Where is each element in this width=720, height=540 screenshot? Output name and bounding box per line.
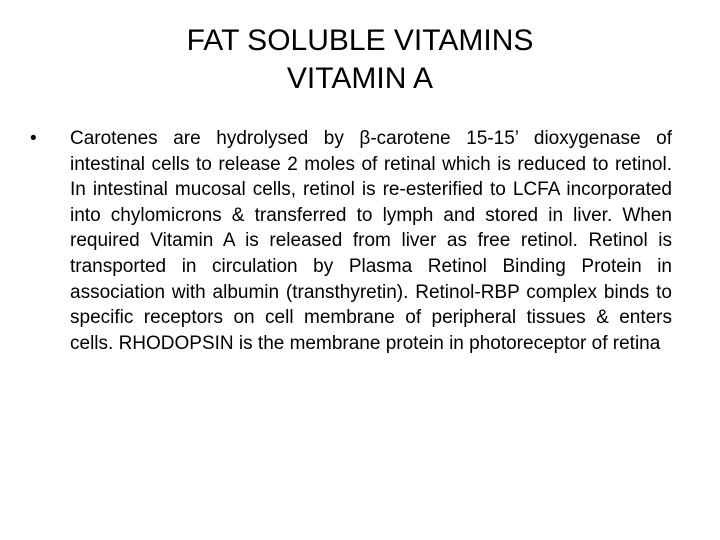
bullet-marker-icon: • [30,128,37,149]
title-line-1: FAT SOLUBLE VITAMINS [186,24,534,57]
bullet-list [30,126,672,356]
bullet-text: Carotenes are hydrolysed by β-carotene 15-15’ dioxygenase of intestinal cells to release 2 moles of retinal which is reduced to retinol. In intestinal mucosal cells, retinol is re-esterified to LCFA incorporated into chylomicrons & transferred to lymph and stored in liver. When required Vitamin A is released from liver as free retinol. Retinol is transported in circulation by Plasma Retinol Binding Protein in association with albumin (transthyretin). Retinol-RBP complex binds to specific receptors on cell membrane of peripheral tissues & enters cells. RHODOPSIN is the membrane protein in photoreceptor of retina [70,128,672,354]
bullet-item [30,126,672,356]
slide-title [0,22,720,98]
title-line-2: VITAMIN A [286,62,434,95]
